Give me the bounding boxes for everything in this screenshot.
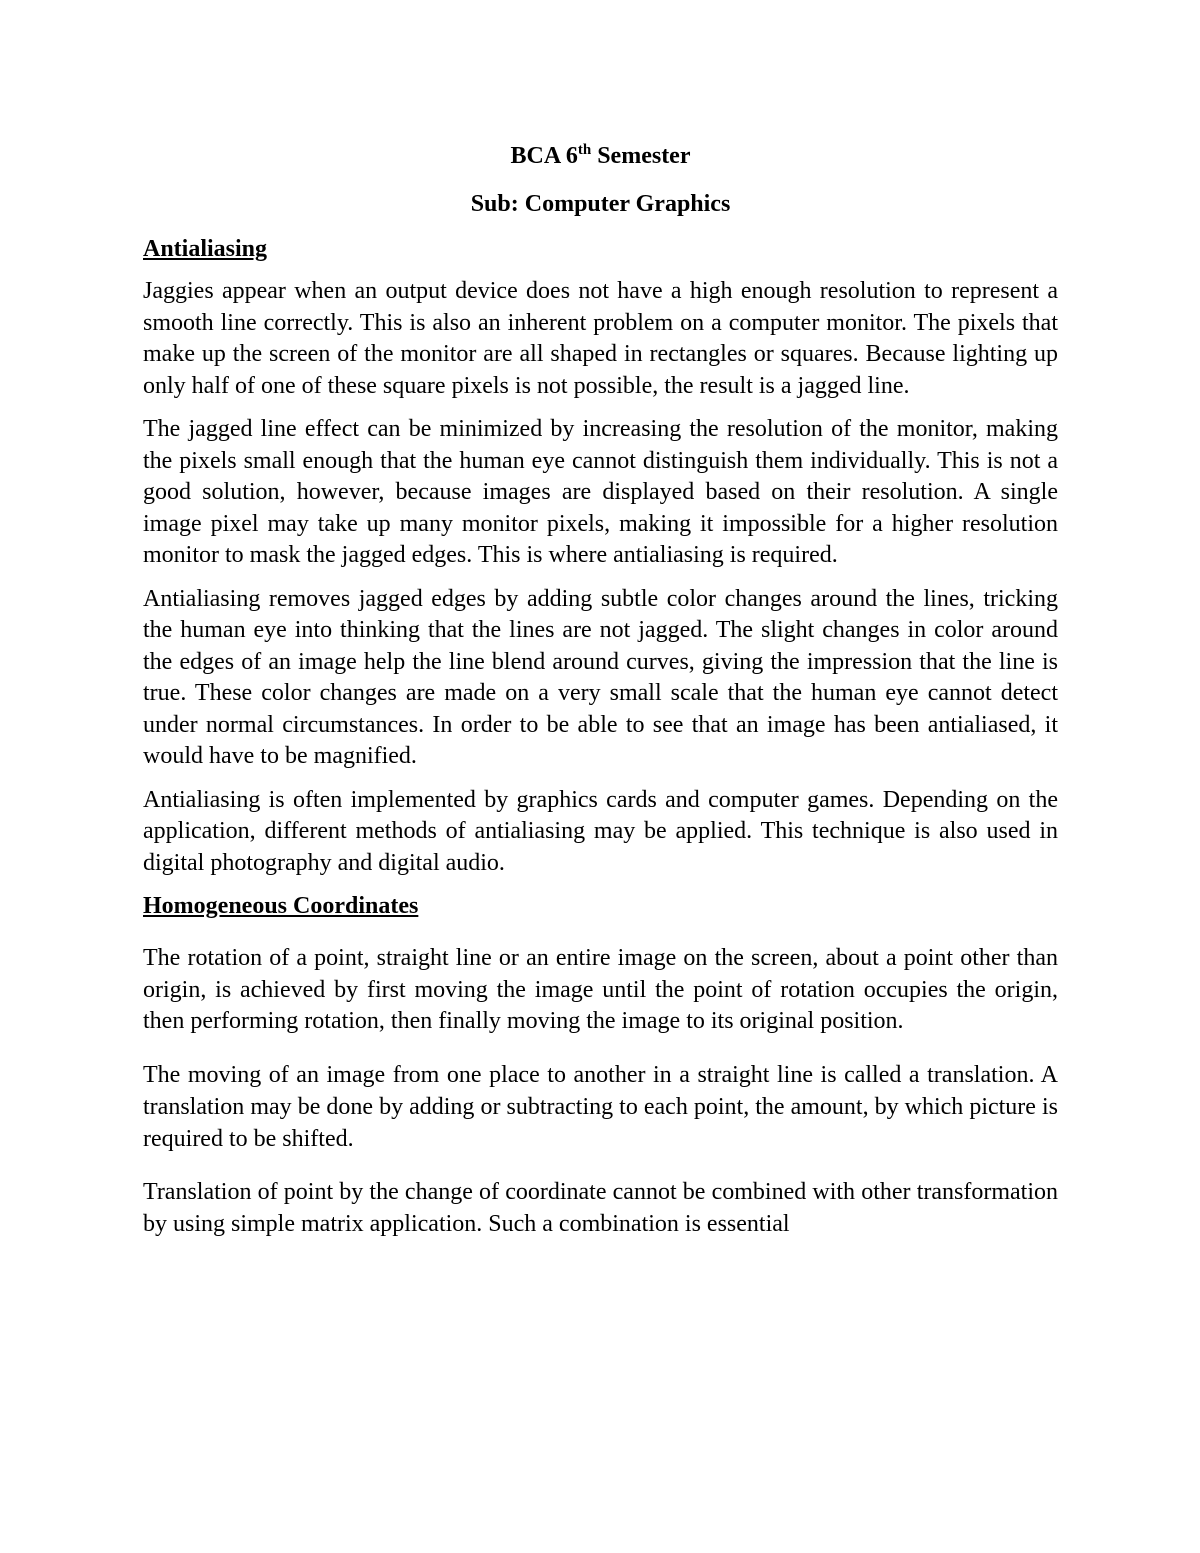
paragraph: Translation of point by the change of coordinate cannot be combined with other transformation by using simple matrix application. Such a combination is essential bbox=[143, 1179, 1058, 1237]
section-heading-antialiasing: Antialiasing bbox=[143, 236, 268, 262]
paragraph: Jaggies appear when an output device does not have a high enough resolution to represent a smooth line correctly. This is also an inherent problem on a computer monitor. The pixels that make up the screen of the monitor are all shaped in rectangles or squares. Because lighting up only half of one of these square pixels is not possible, the result is a jagged line. bbox=[143, 278, 1058, 399]
paragraph: The jagged line effect can be minimized by increasing the resolution of the monitor, making the pixels small enough that the human eye cannot distinguish them individually. This is not a good solution, however, because images are displayed based on their resolution. A single image pixel may take up many monitor pixels, making it impossible for a higher resolution monitor to mask the jagged edges. This is where antialiasing is required. bbox=[143, 416, 1058, 568]
document-content bbox=[143, 138, 1058, 1263]
paragraph: Antialiasing removes jagged edges by adding subtle color changes around the lines, tricking the human eye into thinking that the lines are not jagged. The slight changes in color around the edges of an image help the line blend around curves, giving the impression that the line is true. These color changes are made on a very small scale that the human eye cannot detect under normal circumstances. In order to be able to see that an image has been antialiased, it would have to be magnified. bbox=[143, 585, 1058, 769]
paragraph: The moving of an image from one place to another in a straight line is called a translation. A translation may be done by adding or subtracting to each point, the amount, by which picture is required to be shifted. bbox=[143, 1062, 1058, 1152]
paragraph: The rotation of a point, straight line or an entire image on the screen, about a point other than origin, is achieved by first moving the image until the point of rotation occupies the origin, then performing rotation, then finally moving the image to its original position. bbox=[143, 945, 1058, 1035]
course-semester: Semester bbox=[591, 143, 691, 169]
subject-title: Sub: Computer Graphics bbox=[470, 191, 731, 217]
paragraph: Antialiasing is often implemented by graphics cards and computer games. Depending on the application, different methods of antialiasing may be applied. This technique is also used in digital photography and digital audio. bbox=[143, 786, 1058, 876]
course-name: BCA 6 bbox=[510, 143, 578, 169]
section-heading-homogeneous-coordinates: Homogeneous Coordinates bbox=[143, 893, 419, 919]
course-title bbox=[143, 138, 1058, 174]
course-superscript: th bbox=[577, 142, 592, 158]
